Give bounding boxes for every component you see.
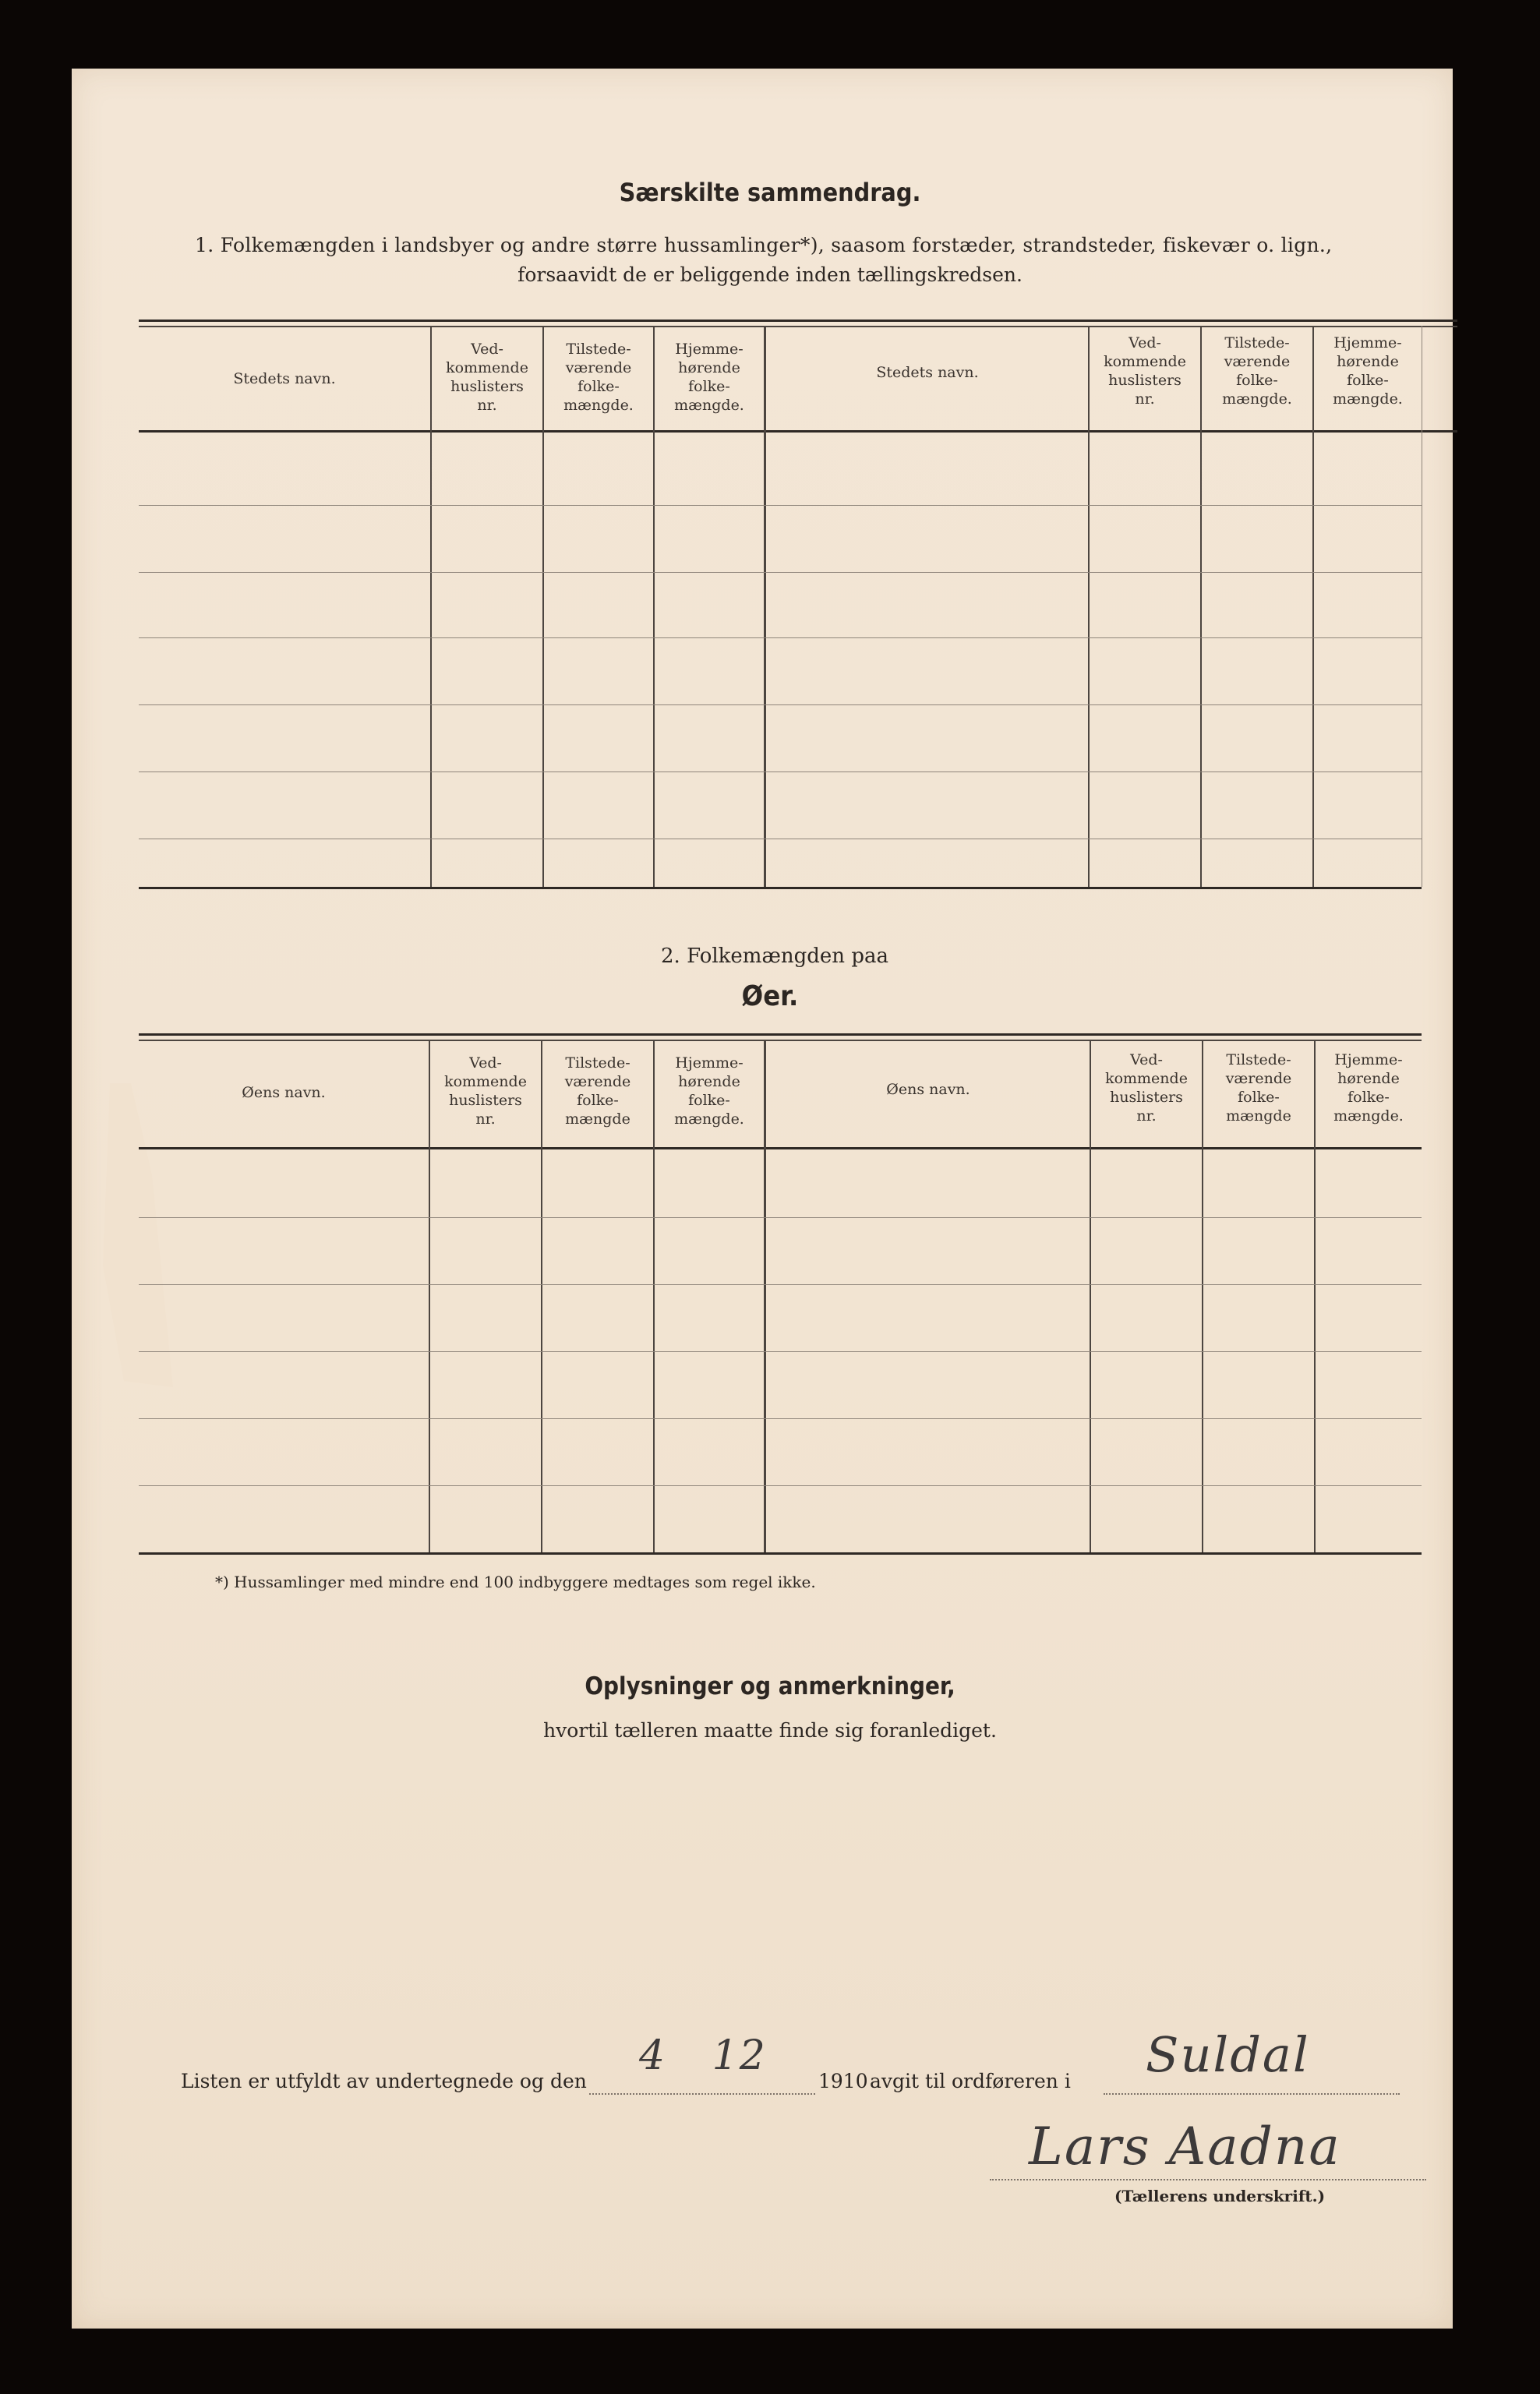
section1-intro-line1: 1. Folkemængden i landsbyer og andre større hussamlinger*), saasom forstæder, strandsteder, fiskevær o. lign., xyxy=(195,234,1333,256)
remarks-heading: Oplysninger og anmerkninger, xyxy=(585,1672,955,1700)
header-vedkommende-left: Ved- kommende huslisters nr. xyxy=(446,341,528,414)
handwritten-date: 4 12 xyxy=(639,2032,767,2079)
section2-intro: 2. Folkemængden paa xyxy=(661,945,888,968)
header-tilstedevaerende-left: Tilstede- værende folke- mængde. xyxy=(563,341,634,414)
header-oens-navn-right: Øens navn. xyxy=(886,1081,970,1098)
signature-mid-text: avgit til ordføreren i xyxy=(870,2070,1071,2092)
header2-tilstedevaerende-right: Tilstede- værende folke- mængde xyxy=(1225,1051,1292,1125)
municipality-dotted-line xyxy=(1104,2093,1400,2095)
footnote: *) Hussamlinger med mindre end 100 indbyggere medtages som regel ikke. xyxy=(215,1573,816,1591)
header2-hjemmehorende-left: Hjemme- hørende folke- mængde. xyxy=(674,1054,744,1128)
header-vedkommende-right: Ved- kommende huslisters nr. xyxy=(1104,334,1186,408)
date-dotted-line xyxy=(589,2093,815,2095)
header-hjemmehorende-right: Hjemme- hørende folke- mængde. xyxy=(1333,334,1403,408)
handwritten-municipality: Suldal xyxy=(1146,2026,1310,2083)
page-title: Særskilte sammendrag. xyxy=(619,178,921,207)
header-stedets-navn-right: Stedets navn. xyxy=(876,364,979,381)
header2-hjemmehorende-right: Hjemme- hørende folke- mængde. xyxy=(1333,1051,1404,1125)
header-stedets-navn-left: Stedets navn. xyxy=(233,370,336,387)
signature-prefix: Listen er utfyldt av undertegnede og den xyxy=(181,2070,587,2092)
section1-intro-line2: forsaavidt de er beliggende inden tællingskredsen. xyxy=(517,263,1023,286)
header-tilstedevaerende-right: Tilstede- værende folke- mængde. xyxy=(1222,334,1292,408)
remarks-subheading: hvortil tælleren maatte finde sig foranlediget. xyxy=(543,1719,997,1742)
signature-year: 1910 xyxy=(818,2070,868,2092)
header-hjemmehorende-left: Hjemme- hørende folke- mængde. xyxy=(674,341,744,414)
header-oens-navn-left: Øens navn. xyxy=(242,1084,326,1101)
header2-vedkommende-right: Ved- kommende huslisters nr. xyxy=(1105,1051,1188,1125)
signature-dotted-line xyxy=(990,2179,1426,2180)
header2-vedkommende-left: Ved- kommende huslisters nr. xyxy=(444,1054,527,1128)
section2-heading: Øer. xyxy=(741,980,799,1012)
signature-caption: (Tællerens underskrift.) xyxy=(1114,2187,1326,2205)
handwritten-signature: Lars Aadna xyxy=(1029,2117,1341,2177)
header2-tilstedevaerende-left: Tilstede- værende folke- mængde xyxy=(564,1054,631,1128)
